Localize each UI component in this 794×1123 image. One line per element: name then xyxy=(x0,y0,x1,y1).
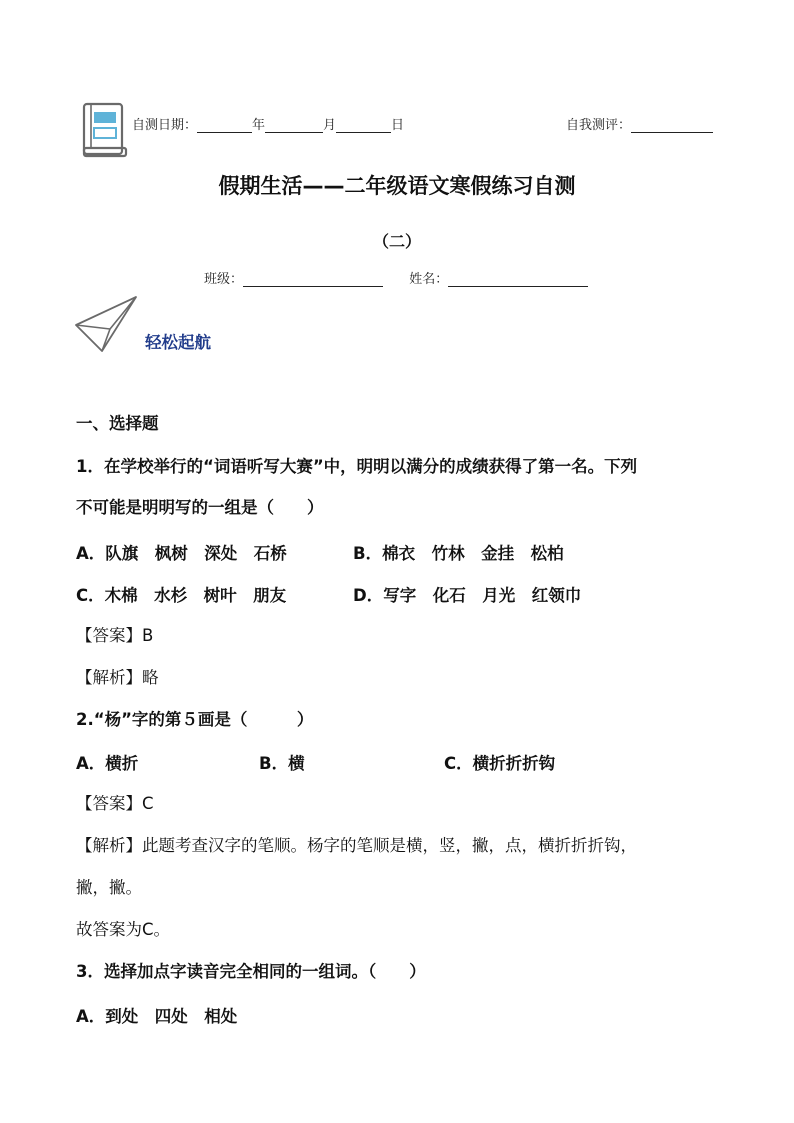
name-blank[interactable] xyxy=(448,272,588,287)
year-blank[interactable] xyxy=(197,118,252,133)
q1-analysis xyxy=(76,666,159,690)
eval-label: 自我测评： xyxy=(566,118,632,133)
year-label: 年 xyxy=(252,118,266,133)
analysis-text: 此题考查汉字的笔顺。杨字的笔顺是横，竖，撇，点，横折折折钩， xyxy=(142,836,637,855)
q3-stem: 3．选择加点字读音完全相同的一组词。（ ） xyxy=(76,962,426,981)
q1-option-c[interactable]: C．木棉 水杉 树叶 朋友 xyxy=(76,586,287,605)
q2-analysis-line2: 撇，撇。 xyxy=(76,878,142,897)
class-blank[interactable] xyxy=(243,272,383,287)
answer-value: C xyxy=(142,794,154,813)
q1-answer xyxy=(76,624,153,648)
analysis-text: 略 xyxy=(142,668,159,687)
q1-option-b[interactable]: B．棉衣 竹林 金挂 松柏 xyxy=(353,544,564,563)
month-label: 月 xyxy=(323,118,337,133)
student-info xyxy=(204,268,588,287)
eval-blank[interactable] xyxy=(631,118,713,133)
section-banner: 轻松起航 xyxy=(145,333,211,352)
q2-analysis-line1 xyxy=(76,834,637,858)
q2-option-b[interactable]: B．横 xyxy=(259,754,305,773)
q1-option-a[interactable]: A．队旗 枫树 深处 石桥 xyxy=(76,544,287,563)
page-title: 假期生活——二年级语文寒假练习自测 xyxy=(218,174,576,198)
day-blank[interactable] xyxy=(336,118,391,133)
q1-stem-line1: 1．在学校举行的“词语听写大赛”中，明明以满分的成绩获得了第一名。下列 xyxy=(76,457,638,476)
month-blank[interactable] xyxy=(265,118,323,133)
class-label: 班级： xyxy=(204,272,244,287)
q1-option-d[interactable]: D．写字 化石 月光 红领巾 xyxy=(353,586,582,605)
name-label: 姓名： xyxy=(409,272,449,287)
analysis-label: 【解析】 xyxy=(76,668,142,687)
section-heading: 一、选择题 xyxy=(76,414,159,433)
self-evaluation xyxy=(566,114,713,133)
date-label: 自测日期： xyxy=(132,118,198,133)
answer-label: 【答案】 xyxy=(76,794,142,813)
paper-plane-icon xyxy=(74,295,144,355)
q2-option-a[interactable]: A．横折 xyxy=(76,754,139,773)
self-test-date xyxy=(132,114,404,133)
book-icon xyxy=(80,102,130,160)
q2-conclusion: 故答案为C。 xyxy=(76,920,171,939)
q2-stem: 2.“杨”字的第５画是（ ） xyxy=(76,710,314,729)
day-label: 日 xyxy=(391,118,405,133)
q1-stem-line2: 不可能是明明写的一组是（ ） xyxy=(76,498,324,517)
q2-option-c[interactable]: C．横折折折钩 xyxy=(444,754,556,773)
analysis-label: 【解析】 xyxy=(76,836,142,855)
answer-label: 【答案】 xyxy=(76,626,142,645)
page-subtitle: （二） xyxy=(372,232,421,251)
answer-value: B xyxy=(142,626,154,645)
q2-answer xyxy=(76,792,154,816)
q3-option-a[interactable]: A．到处 四处 相处 xyxy=(76,1007,238,1026)
